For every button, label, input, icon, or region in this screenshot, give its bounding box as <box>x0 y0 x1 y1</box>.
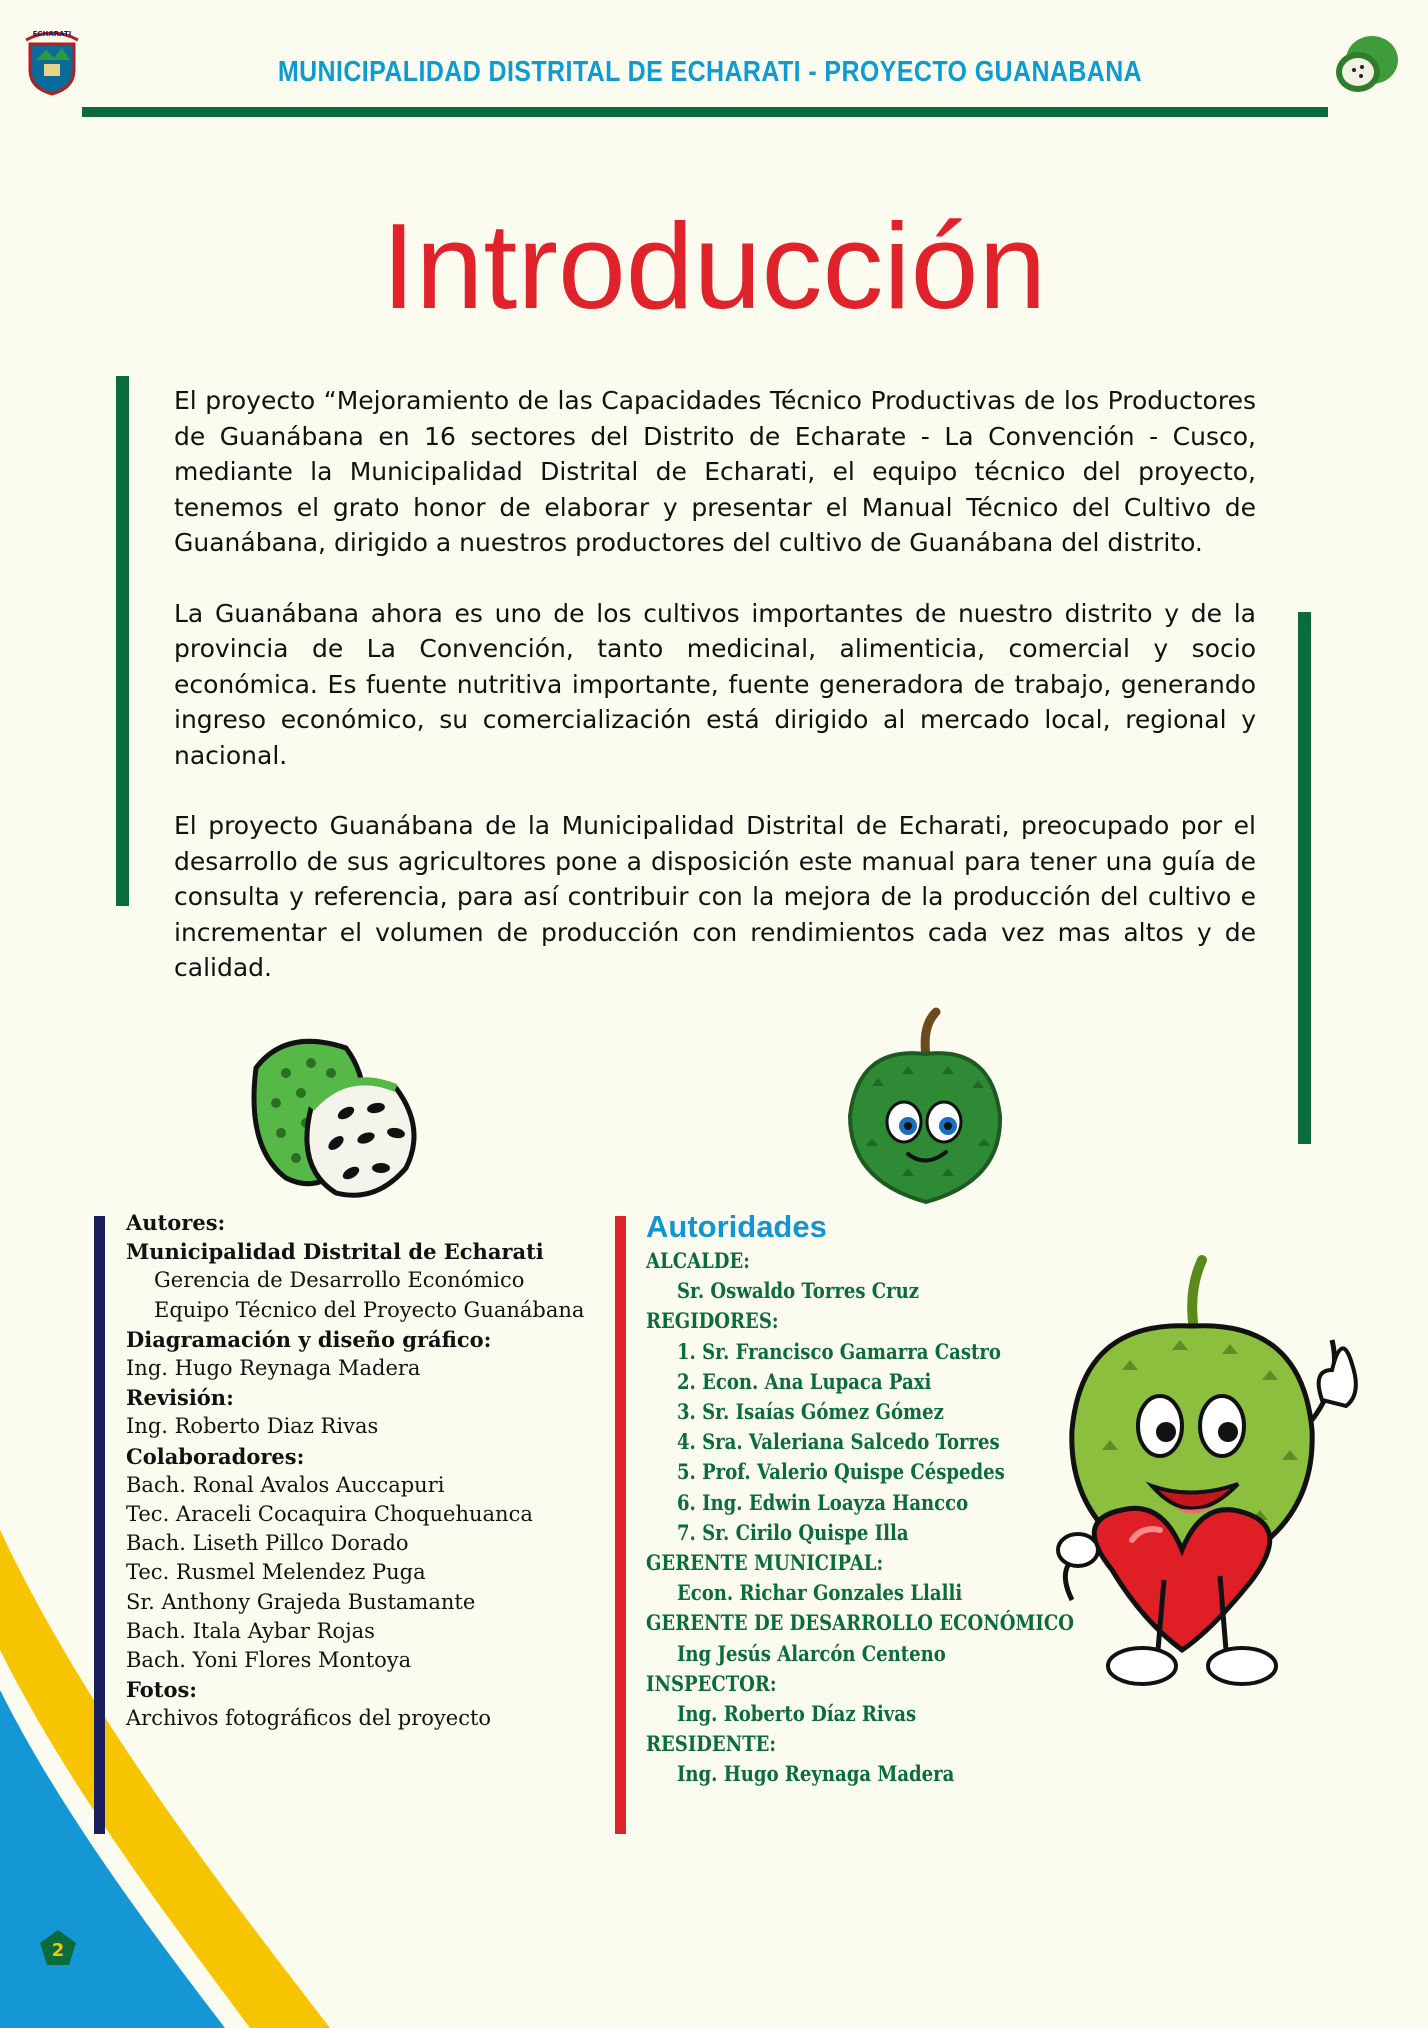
municipalidad-name: Municipalidad Distrital de Echarati <box>126 1239 544 1265</box>
gerente-name: Econ. Richar Gonzales Llalli <box>676 1580 963 1606</box>
diagramacion-label: Diagramación y diseño gráfico: <box>126 1326 492 1352</box>
colaboradores-label: Colaboradores: <box>126 1443 305 1469</box>
intro-paragraph: El proyecto Guanábana de la Municipalidad Distrital de Echarati, preocupado por el desarrollo de sus agricultores pone a disposición este manual para tener una guía de consulta y referencia, para así contribuir con la mejora de la producción del cultivo e incrementar el volumen de producción con rendimientos cada vez mas altos y de calidad. <box>174 811 1256 982</box>
inspector-label: INSPECTOR: <box>646 1670 777 1696</box>
colaborador-item: Bach. Yoni Flores Montoya <box>126 1648 412 1673</box>
alcalde-name: Sr. Oswaldo Torres Cruz <box>676 1278 920 1304</box>
diagramacion-name: Ing. Hugo Reynaga Madera <box>126 1356 421 1381</box>
header-rule <box>82 107 1328 117</box>
fotos-text: Archivos fotográficos del proyecto <box>126 1706 492 1731</box>
colaborador-item: Bach. Ronal Avalos Auccapuri <box>126 1472 445 1497</box>
guanabana-mascot-illustration <box>1012 1250 1372 1700</box>
credits-block <box>126 1208 606 1734</box>
intro-text <box>174 383 1256 1021</box>
authorities-title: Autoridades <box>646 1209 827 1244</box>
intro-paragraph: La Guanábana ahora es uno de los cultivos importantes de nuestro distrito y de la provincia de La Convención, tanto medicinal, alimenticia, comercial y socio económica. Es fuente nutritiva importante, fuente generadora de trabajo, generando ingreso económico, su comercialización está dirigido al mercado local, regional y nacional. <box>174 598 1256 770</box>
regidor-item: 6. Ing. Edwin Loayza Hancco <box>676 1489 969 1515</box>
colaborador-item: Bach. Liseth Pillco Dorado <box>126 1531 409 1556</box>
right-accent-bar <box>1298 612 1311 1144</box>
colaborador-item: Tec. Araceli Cocaquira Choquehuanca <box>126 1502 533 1527</box>
page-number: 2 <box>51 1940 65 1961</box>
residente-name: Ing. Hugo Reynaga Madera <box>676 1761 955 1787</box>
colaborador-item: Tec. Rusmel Melendez Puga <box>126 1560 426 1585</box>
regidor-item: 2. Econ. Ana Lupaca Paxi <box>676 1368 932 1394</box>
guanabana-icon <box>1328 30 1402 98</box>
echarati-logo <box>22 26 82 96</box>
gerente-desarrollo-label: GERENTE DE DESARROLLO ECONÓMICO <box>646 1610 1074 1636</box>
gerencia-name: Gerencia de Desarrollo Económico <box>154 1268 525 1293</box>
autores-label: Autores: <box>126 1210 226 1235</box>
svg-text:ECHARATI: ECHARATI <box>32 30 72 38</box>
credits-accent-bar <box>94 1216 105 1834</box>
authorities-accent-bar <box>615 1216 626 1834</box>
intro-paragraph: El proyecto “Mejoramiento de las Capacidades Técnico Productivas de los Productores de Guanábana en 16 sectores del Distrito de Echarate - La Convención - Cusco, mediante la Municipalidad Distrital de Echarati, el equipo técnico del proyecto, tenemos el grato honor de elaborar y presentar el Manual Técnico del Cultivo de Guanábana, dirigido a nuestros productores del cultivo de Guanábana del distrito. <box>174 386 1256 557</box>
regidor-item: 4. Sra. Valeriana Salcedo Torres <box>676 1429 1000 1455</box>
guanabana-face-illustration <box>842 1006 1008 1206</box>
header-title: MUNICIPALIDAD DISTRITAL DE ECHARATI - PROYECTO GUANABANA <box>277 56 1143 88</box>
gerente-desarrollo-name: Ing Jesús Alarcón Centeno <box>676 1640 946 1666</box>
page-number-badge <box>38 1928 78 1968</box>
colaborador-item: Sr. Anthony Grajeda Bustamante <box>126 1589 476 1614</box>
regidores-label: REGIDORES: <box>646 1308 779 1334</box>
regidor-item: 1. Sr. Francisco Gamarra Castro <box>676 1338 1001 1364</box>
alcalde-label: ALCALDE: <box>646 1248 750 1273</box>
regidor-item: 5. Prof. Valerio Quispe Céspedes <box>676 1459 1005 1485</box>
guanabana-fruit-illustration <box>236 1028 426 1204</box>
fotos-label: Fotos: <box>126 1677 198 1703</box>
equipo-name: Equipo Técnico del Proyecto Guanábana <box>154 1297 585 1322</box>
residente-label: RESIDENTE: <box>646 1731 777 1757</box>
left-accent-bar <box>116 376 129 906</box>
page-title: Introducción <box>381 198 1047 334</box>
gerente-label: GERENTE MUNICIPAL: <box>646 1550 884 1576</box>
colaborador-item: Bach. Itala Aybar Rojas <box>126 1618 375 1643</box>
regidor-item: 3. Sr. Isaías Gómez Gómez <box>676 1399 944 1425</box>
inspector-name: Ing. Roberto Díaz Rivas <box>676 1701 917 1727</box>
revision-name: Ing. Roberto Diaz Rivas <box>126 1414 379 1439</box>
revision-label: Revisión: <box>126 1385 234 1411</box>
regidor-item: 7. Sr. Cirilo Quispe Illa <box>676 1519 909 1545</box>
